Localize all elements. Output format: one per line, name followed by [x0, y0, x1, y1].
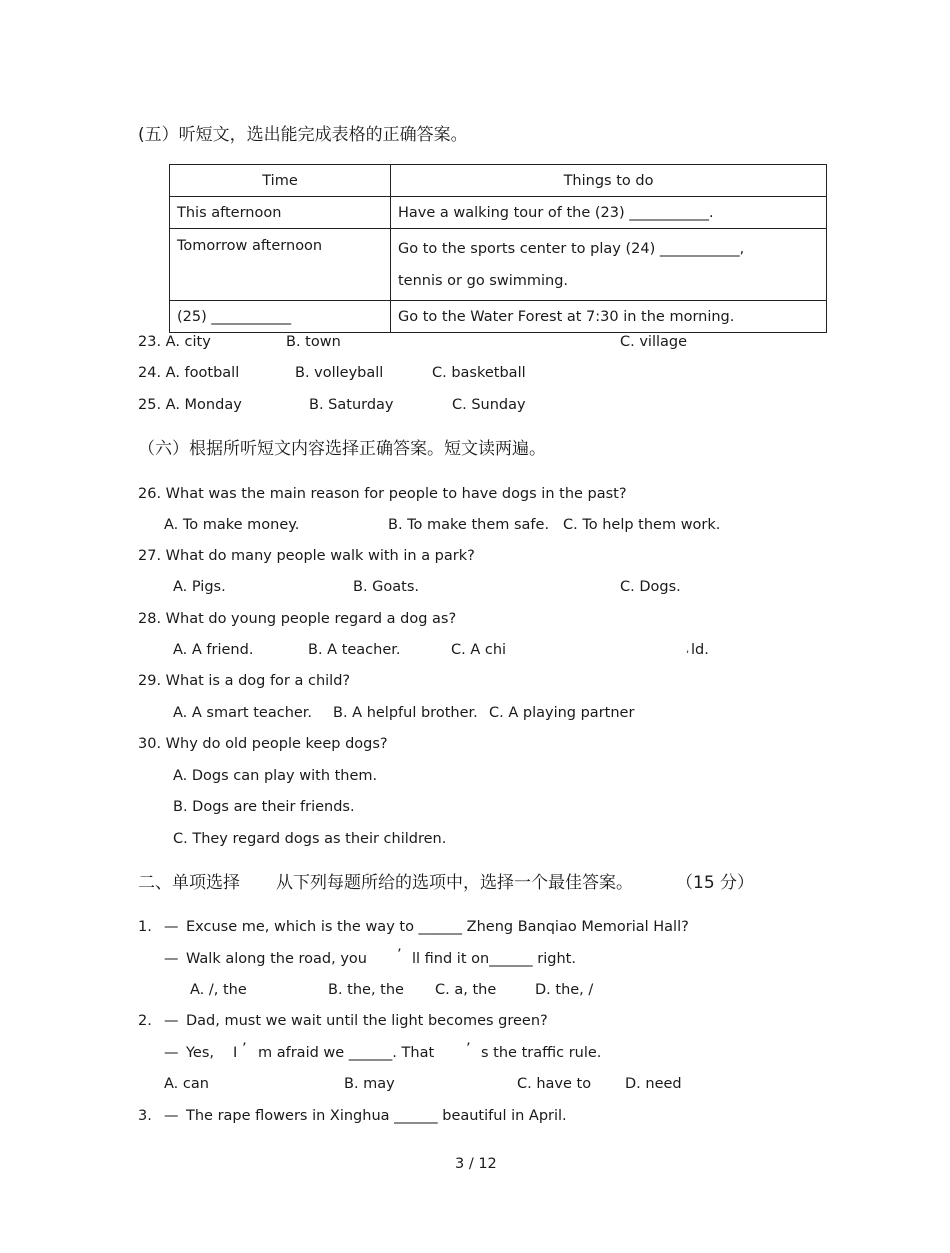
question-23-option-b: B. town: [286, 334, 341, 350]
table-cell-todo: Have a walking tour of the (23) ___________.: [391, 197, 827, 229]
part-2-title: 二、单项选择: [138, 873, 240, 893]
question-29-option-a: A. A smart teacher.: [173, 705, 313, 721]
schedule-table: [169, 164, 827, 333]
question-25-option-b: B. Saturday: [309, 397, 394, 413]
mc-question-2-line-2c: m afraid we ______. That: [258, 1045, 435, 1061]
table-cell-time: Tomorrow afternoon: [170, 229, 391, 301]
apostrophe: ’: [466, 1041, 471, 1057]
mc-question-1-line-2b: ll find it on______ right.: [412, 951, 576, 967]
question-25-option-c: C. Sunday: [452, 397, 526, 413]
question-24-option-a: 24. A. football: [138, 365, 240, 381]
question-29-option-c: C. A playing partner: [489, 705, 635, 721]
table-row: [170, 197, 827, 229]
table-header-row: [170, 165, 827, 197]
table-cell-todo: Go to the Water Forest at 7:30 in the morning.: [391, 301, 827, 333]
question-30-option-a: A. Dogs can play with them.: [173, 768, 378, 784]
table-cell-todo-line: Go to the sports center to play (24) ___________,: [398, 240, 745, 257]
section-6-heading: （六）根据所听短文内容选择正确答案。短文读两遍。: [138, 439, 546, 459]
question-26-option-a: A. To make money.: [164, 517, 300, 533]
mc-question-2-line-2a: Yes,: [186, 1045, 215, 1061]
mc-question-1-line-2a: Walk along the road, you: [186, 951, 367, 967]
mc-question-1-option-d: D. the, /: [535, 982, 594, 998]
dialogue-dash: —: [164, 1108, 179, 1124]
question-24-option-c: C. basketball: [432, 365, 526, 381]
mc-question-2-line-1: Dad, must we wait until the light becomes green?: [186, 1013, 548, 1029]
table-header-time: Time: [170, 165, 391, 197]
question-27-option-c: C. Dogs.: [620, 579, 681, 595]
dialogue-dash: —: [164, 919, 179, 935]
question-29-stem: 29. What is a dog for a child?: [138, 673, 351, 689]
question-27-option-a: A. Pigs.: [173, 579, 226, 595]
table-header-things: Things to do: [391, 165, 827, 197]
table-cell-todo-line: tennis or go swimming.: [398, 272, 569, 289]
question-28-stem: 28. What do young people regard a dog as?: [138, 611, 457, 627]
table-row: [170, 229, 827, 301]
dialogue-dash: —: [164, 1013, 179, 1029]
question-26-option-c: C. To help them work.: [563, 517, 721, 533]
dialogue-dash: —: [164, 951, 179, 967]
mc-question-1-option-a: A. /, the: [190, 982, 247, 998]
question-28-option-b: B. A teacher.: [308, 642, 401, 658]
question-26-stem: 26. What was the main reason for people to have dogs in the past?: [138, 486, 627, 502]
mc-question-1-number: 1.: [138, 919, 152, 935]
question-29-option-b: B. A helpful brother.: [333, 705, 478, 721]
part-2-score: （15 分）: [676, 873, 755, 893]
question-28-option-c-part1: C. A chi: [451, 642, 507, 658]
question-26-option-b: B. To make them safe.: [388, 517, 550, 533]
question-27-option-b: B. Goats.: [353, 579, 420, 595]
question-30-option-c: C. They regard dogs as their children.: [173, 831, 447, 847]
table-cell-time: This afternoon: [170, 197, 391, 229]
question-23-option-c: C. village: [620, 334, 688, 350]
dialogue-dash: —: [164, 1045, 179, 1061]
mc-question-1-option-b: B. the, the: [328, 982, 404, 998]
question-30-option-b: B. Dogs are their friends.: [173, 799, 355, 815]
part-2-instruction: 从下列每题所给的选项中，选择一个最佳答案。: [276, 873, 633, 893]
question-30-stem: 30. Why do old people keep dogs?: [138, 736, 388, 752]
mc-question-2-line-2d: s the traffic rule.: [481, 1045, 602, 1061]
question-25-option-a: 25. A. Monday: [138, 397, 242, 413]
question-28-option-a: A. A friend.: [173, 642, 254, 658]
mc-question-3-number: 3.: [138, 1108, 152, 1124]
table-cell-time: (25) ___________: [170, 301, 391, 333]
question-27-stem: 27. What do many people walk with in a park?: [138, 548, 475, 564]
table-cell-todo: [391, 229, 827, 301]
question-28-mark: ,: [686, 644, 690, 655]
mc-question-2-number: 2.: [138, 1013, 152, 1029]
mc-question-3-line-1: The rape flowers in Xinghua ______ beautiful in April.: [186, 1108, 567, 1124]
table-row: [170, 301, 827, 333]
mc-question-2-option-a: A. can: [164, 1076, 209, 1092]
mc-question-2-line-2b: I: [233, 1045, 238, 1061]
apostrophe: ’: [242, 1041, 247, 1057]
question-24-option-b: B. volleyball: [295, 365, 384, 381]
mc-question-1-option-c: C. a, the: [435, 982, 497, 998]
page-number: 3 / 12: [455, 1156, 497, 1172]
mc-question-2-option-c: C. have to: [517, 1076, 592, 1092]
mc-question-2-option-d: D. need: [625, 1076, 682, 1092]
mc-question-2-option-b: B. may: [344, 1076, 395, 1092]
question-23-option-a: 23. A. city: [138, 334, 211, 350]
mc-question-1-line-1: Excuse me, which is the way to ______ Zheng Banqiao Memorial Hall?: [186, 919, 689, 935]
apostrophe: ’: [397, 947, 402, 963]
section-5-heading: (五）听短文，选出能完成表格的正确答案。: [138, 125, 468, 145]
question-28-option-c-part2: ld.: [691, 642, 709, 658]
